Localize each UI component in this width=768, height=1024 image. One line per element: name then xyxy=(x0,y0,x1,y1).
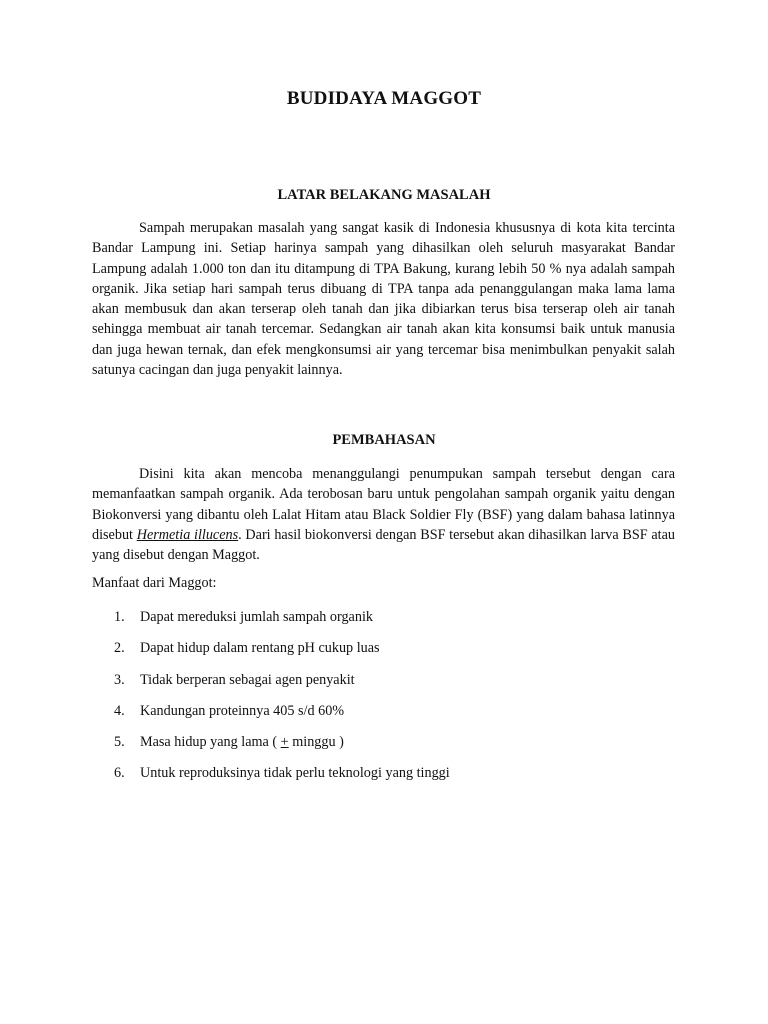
list-item-number: 3. xyxy=(114,671,125,688)
list-item xyxy=(114,607,674,638)
plus-minus-symbol: + xyxy=(280,734,289,751)
section-heading-pembahasan: PEMBAHASAN xyxy=(332,432,436,448)
list-item-number: 6. xyxy=(114,765,125,782)
list-item-text xyxy=(140,732,344,763)
list-item xyxy=(114,763,674,794)
list-item-number: 1. xyxy=(114,609,125,625)
list-item-number: 4. xyxy=(114,702,125,719)
list-item-number: 2. xyxy=(114,640,125,657)
list-item-text: Tidak berperan sebagai agen penyakit xyxy=(140,671,355,688)
section-heading-latar-belakang: LATAR BELAKANG MASALAH xyxy=(277,187,491,203)
list-item xyxy=(114,638,674,669)
list-item-text: Kandungan proteinnya 405 s/d 60% xyxy=(140,702,345,719)
list-item-text-before: Masa hidup yang lama ( xyxy=(140,734,281,751)
list-item xyxy=(114,701,674,732)
list-item-text: Untuk reproduksinya tidak perlu teknologi yang tinggi xyxy=(140,765,450,782)
manfaat-list xyxy=(114,607,674,795)
paragraph-pembahasan-text-before: Disini kita akan mencoba menanggulangi penumpukan sampah tersebut dengan cara memanfaatkan sampah organik. Ada terobosan baru untuk pengolahan sampah organik yaitu dengan Biokonversi yang dibantu oleh Lalat Hitam atau Black Soldier Fly (BSF) yang dalam bahasa latinnya disebut xyxy=(92,466,675,543)
paragraph-pembahasan xyxy=(92,464,675,565)
list-item-text-after: minggu ) xyxy=(288,734,344,751)
paragraph-latar-belakang: Sampah merupakan masalah yang sangat kasik di Indonesia khususnya di kota kita tercinta Bandar Lampung ini. Setiap harinya sampah yang dihasilkan oleh seluruh masyarakat Bandar Lampung adalah 1.000 ton dan itu ditampung di TPA Bakung, kurang lebih 50 % nya adalah sampah organik. Jika setiap hari sampah terus dibuang di TPA tanpa ada penanggulangan maka lama lama akan membusuk dan akan terserap oleh tanah dan jika dibiarkan terus bisa terserap oleh air tanah sehingga membuat air tanah tercemar. Sedangkan air tanah akan kita konsumsi baik untuk manusia dan juga hewan ternak, dan efek mengkonsumsi air yang tercemar bisa menimbulkan penyakit salah satunya cacingan dan juga penyakit lainnya. xyxy=(92,220,675,379)
list-item-text: Dapat hidup dalam rentang pH cukup luas xyxy=(140,640,380,657)
scientific-name: Hermetia illucens xyxy=(136,526,239,543)
list-item-number: 5. xyxy=(114,734,125,751)
document-title: BUDIDAYA MAGGOT xyxy=(286,88,482,109)
list-item xyxy=(114,670,674,701)
manfaat-label: Manfaat dari Maggot: xyxy=(92,575,217,591)
list-item-text: Dapat mereduksi jumlah sampah organik xyxy=(140,609,373,625)
list-item xyxy=(114,732,674,763)
paragraph-pembahasan-text-after: . Dari hasil biokonversi dengan BSF tersebut akan dihasilkan larva BSF atau yang disebut dengan Maggot. xyxy=(92,526,675,564)
